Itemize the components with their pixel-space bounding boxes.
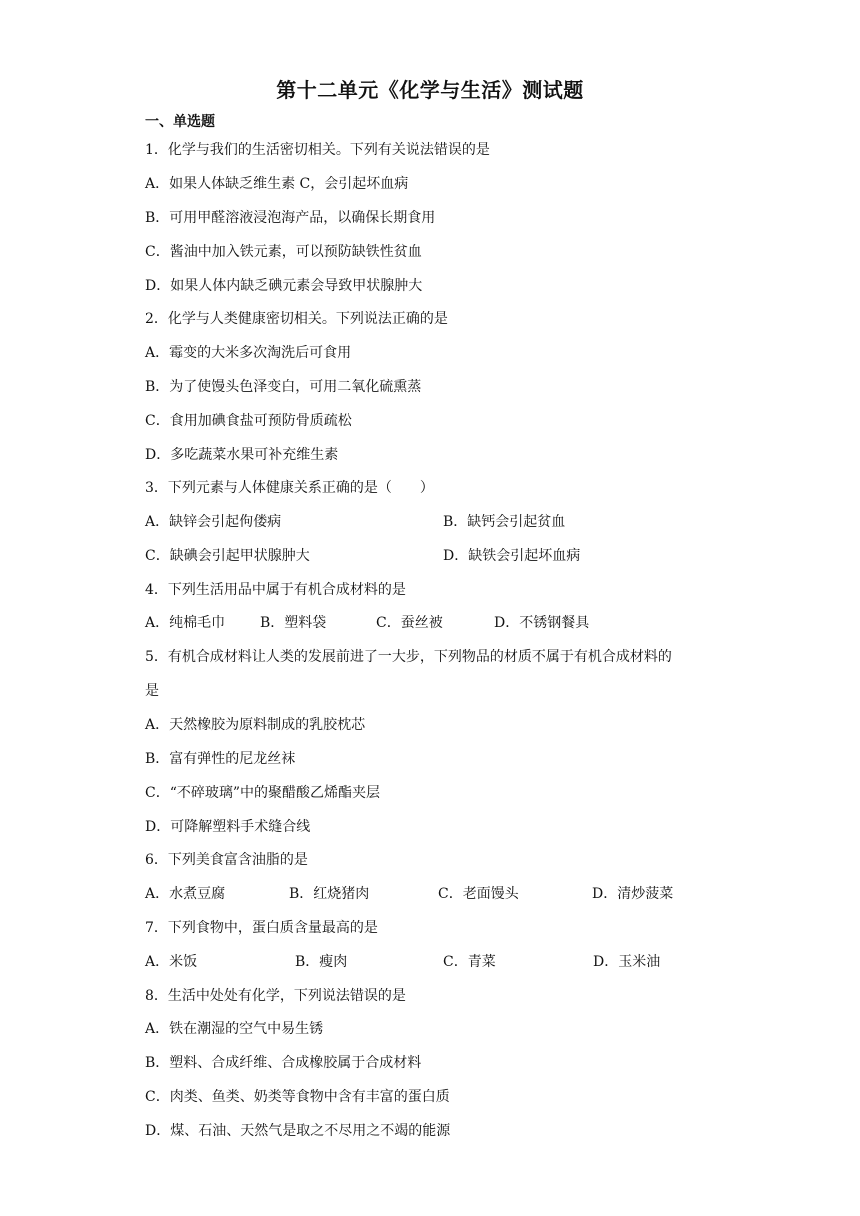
question-5-option-c: C．“不碎玻璃”中的聚醋酸乙烯酯夹层 [145, 785, 381, 801]
question-8-option-c: C．肉类、鱼类、奶类等食物中含有丰富的蛋白质 [145, 1089, 450, 1105]
question-3-option-a: A．缺锌会引起佝偻病 [145, 514, 282, 530]
question-3-option-b: B．缺钙会引起贫血 [443, 514, 566, 530]
question-3-option-d: D．缺铁会引起坏血病 [443, 548, 581, 564]
question-4-option-a: A．纯棉毛巾 [145, 615, 226, 631]
question-5-option-a: A．天然橡胶为原料制成的乳胶枕芯 [145, 717, 366, 733]
question-8-option-d: D．煤、石油、天然气是取之不尽用之不竭的能源 [145, 1123, 451, 1139]
question-4-option-b: B．塑料袋 [260, 615, 327, 631]
question-3-stem: 3．下列元素与人体健康关系正确的是（ ） [145, 480, 434, 496]
page-title: 第十二单元《化学与生活》测试题 [276, 78, 584, 102]
question-6-option-b: B．红烧猪肉 [289, 886, 370, 902]
question-4-stem: 4．下列生活用品中属于有机合成材料的是 [145, 582, 406, 598]
question-8-option-b: B．塑料、合成纤维、合成橡胶属于合成材料 [145, 1055, 422, 1071]
question-6-option-c: C．老面馒头 [438, 886, 519, 902]
question-4-option-d: D．不锈钢餐具 [494, 615, 590, 631]
question-2-option-b: B．为了使馒头色泽变白，可用二氧化硫熏蒸 [145, 379, 422, 395]
section-heading: 一、单选题 [145, 114, 215, 130]
question-2-option-d: D．多吃蔬菜水果可补充维生素 [145, 447, 339, 463]
question-8-stem: 8．生活中处处有化学，下列说法错误的是 [145, 988, 406, 1004]
question-5-option-b: B．富有弹性的尼龙丝袜 [145, 751, 296, 767]
question-1-option-b: B．可用甲醛溶液浸泡海产品，以确保长期食用 [145, 210, 436, 226]
question-7-option-b: B．瘦肉 [295, 954, 348, 970]
question-6-option-d: D．清炒菠菜 [592, 886, 674, 902]
question-8-option-a: A．铁在潮湿的空气中易生锈 [145, 1021, 324, 1037]
question-1-option-a: A．如果人体缺乏维生素 C，会引起坏血病 [145, 176, 409, 192]
question-2-stem: 2．化学与人类健康密切相关。下列说法正确的是 [145, 311, 448, 327]
question-6-stem: 6．下列美食富含油脂的是 [145, 852, 308, 868]
question-7-option-d: D．玉米油 [593, 954, 661, 970]
question-2-option-a: A．霉变的大米多次淘洗后可食用 [145, 345, 352, 361]
question-2-option-c: C．食用加碘食盐可预防骨质疏松 [145, 413, 352, 429]
question-5-stem: 5．有机合成材料让人类的发展前进了一大步，下列物品的材质不属于有机合成材料的 [145, 649, 672, 665]
question-4-option-c: C．蚕丝被 [376, 615, 443, 631]
question-7-option-c: C．青菜 [443, 954, 496, 970]
question-6-option-a: A．水煮豆腐 [145, 886, 226, 902]
question-5-option-d: D．可降解塑料手术缝合线 [145, 819, 311, 835]
question-1-option-d: D．如果人体内缺乏碘元素会导致甲状腺肿大 [145, 278, 423, 294]
question-1-stem: 1．化学与我们的生活密切相关。下列有关说法错误的是 [145, 142, 490, 158]
question-3-option-c: C．缺碘会引起甲状腺肿大 [145, 548, 310, 564]
question-5-stem-continued: 是 [145, 683, 159, 699]
question-7-stem: 7．下列食物中，蛋白质含量最高的是 [145, 920, 378, 936]
question-7-option-a: A．米饭 [145, 954, 198, 970]
question-1-option-c: C．酱油中加入铁元素，可以预防缺铁性贫血 [145, 244, 422, 260]
